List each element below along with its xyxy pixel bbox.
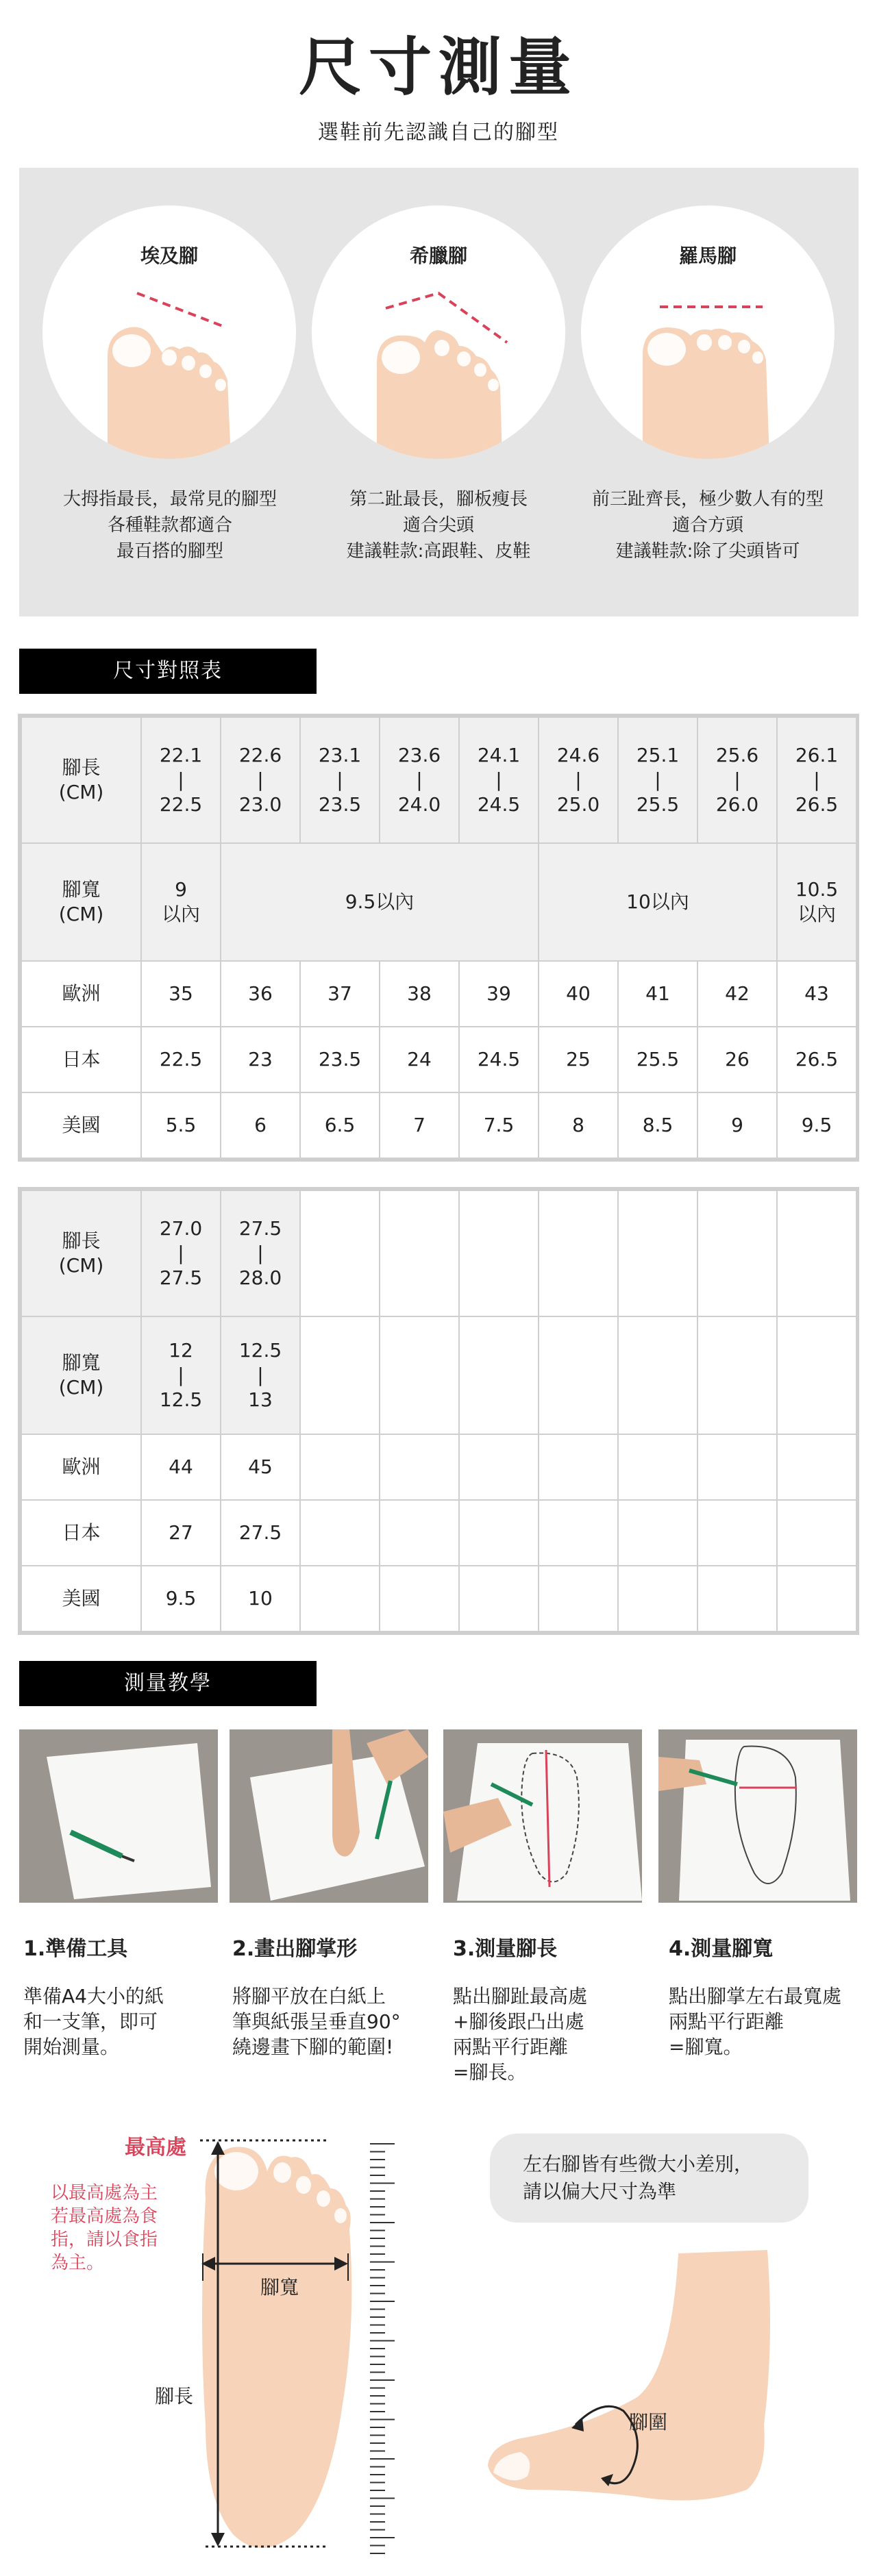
size-row (21, 1434, 856, 1500)
empty-cell (380, 1566, 459, 1631)
empty-cell (777, 1566, 856, 1631)
highest-point-label: 最高處 (125, 2136, 186, 2160)
step-line: 準備A4大小的紙 (23, 1985, 164, 2008)
egyptian-foot-description (33, 486, 307, 564)
foot-type-name: 埃及腳 (140, 245, 198, 267)
size-cell: 27.5 (221, 1500, 300, 1566)
empty-cell (459, 1316, 539, 1434)
width-row (21, 1316, 856, 1434)
size-cell: 39 (459, 961, 539, 1027)
desc-line: 各種鞋款都適合 (107, 515, 232, 536)
step-line: +腳後跟凸出處 (453, 2010, 584, 2033)
step-text (669, 1984, 874, 2060)
row-label: 美國 (21, 1092, 141, 1158)
step-line: 點出腳掌左右最寬處 (669, 1985, 842, 2008)
greek-foot-icon (312, 205, 565, 459)
step-line: 繞邊畫下腳的範圍! (232, 2036, 394, 2058)
step-1 (23, 1931, 229, 2060)
note-line: 為主。 (51, 2253, 105, 2273)
roman-foot-circle (581, 205, 835, 459)
empty-cell (697, 1566, 777, 1631)
size-cell: 9.5 (141, 1566, 221, 1631)
row-label: 腳寬 (CM) (21, 1316, 141, 1434)
empty-cell (618, 1316, 697, 1434)
empty-cell (697, 1434, 777, 1500)
step-line: 點出腳趾最高處 (453, 1985, 588, 2008)
row-label: 美國 (21, 1566, 141, 1631)
length-cell: 22.1 | 22.5 (141, 717, 221, 843)
empty-cell (300, 1316, 380, 1434)
step-title: 1.準備工具 (23, 1937, 128, 1961)
size-cell: 36 (221, 961, 300, 1027)
empty-cell (618, 1190, 697, 1316)
empty-cell (300, 1500, 380, 1566)
desc-line: 第二趾最長，腳板瘦長 (349, 489, 528, 510)
size-cell: 24.5 (459, 1027, 539, 1092)
empty-cell (380, 1190, 459, 1316)
empty-cell (539, 1566, 618, 1631)
empty-cell (697, 1316, 777, 1434)
empty-cell (459, 1434, 539, 1500)
size-cell: 35 (141, 961, 221, 1027)
step-line: 筆與紙張呈垂直90° (232, 2010, 401, 2033)
bubble-line: 左右腳皆有些微大小差別， (523, 2153, 754, 2175)
measuring-width-icon (658, 1729, 857, 1903)
egyptian-foot-icon (42, 205, 296, 459)
step-4 (669, 1931, 874, 2060)
size-cell: 10 (221, 1566, 300, 1631)
width-cell: 10以內 (539, 843, 777, 961)
empty-cell (300, 1190, 380, 1316)
length-cell: 22.6 | 23.0 (221, 717, 300, 843)
length-cell: 24.1 | 24.5 (459, 717, 539, 843)
empty-cell (380, 1316, 459, 1434)
empty-cell (539, 1190, 618, 1316)
tutorial-heading: 測量教學 (19, 1661, 317, 1706)
size-cell: 42 (697, 961, 777, 1027)
desc-line: 適合尖頭 (402, 515, 474, 536)
size-cell: 40 (539, 961, 618, 1027)
size-table-1 (21, 716, 857, 1159)
page-subtitle: 選鞋前先認識自己的腳型 (318, 121, 559, 145)
step-line: 兩點平行距離 (669, 2010, 785, 2033)
step-line: 兩點平行距離 (453, 2036, 569, 2058)
step-1-photo (19, 1729, 218, 1903)
size-row (21, 1027, 856, 1092)
empty-cell (300, 1434, 380, 1500)
length-label: 腳長 (155, 2385, 194, 2408)
width-cell: 12 | 12.5 (141, 1316, 221, 1434)
size-cell: 9.5 (777, 1092, 856, 1158)
size-cell: 5.5 (141, 1092, 221, 1158)
length-cell: 27.0 | 27.5 (141, 1190, 221, 1316)
size-cell: 25.5 (618, 1027, 697, 1092)
length-cell: 25.6 | 26.0 (697, 717, 777, 843)
length-cell: 23.6 | 24.0 (380, 717, 459, 843)
empty-cell (697, 1500, 777, 1566)
length-cell: 23.1 | 23.5 (300, 717, 380, 843)
size-cell: 45 (221, 1434, 300, 1500)
step-2-photo (230, 1729, 428, 1903)
empty-cell (380, 1434, 459, 1500)
step-4-photo (658, 1729, 857, 1903)
row-label: 日本 (21, 1027, 141, 1092)
length-cell: 24.6 | 25.0 (539, 717, 618, 843)
note-line: 指，請以食指 (51, 2229, 158, 2250)
size-cell: 8 (539, 1092, 618, 1158)
size-cell: 7.5 (459, 1092, 539, 1158)
width-cell: 9 以內 (141, 843, 221, 961)
empty-cell (618, 1566, 697, 1631)
size-table-1-frame (18, 714, 859, 1162)
step-text (23, 1984, 229, 2060)
size-cell: 23.5 (300, 1027, 380, 1092)
egyptian-foot-circle (42, 205, 296, 459)
size-cell: 8.5 (618, 1092, 697, 1158)
note-bubble-text (523, 2151, 753, 2205)
empty-cell (777, 1500, 856, 1566)
foot-silhouette-icon (202, 2147, 351, 2548)
greek-foot-circle (312, 205, 565, 459)
empty-cell (459, 1190, 539, 1316)
drawing-foot-outline-icon (230, 1729, 428, 1903)
empty-cell (697, 1190, 777, 1316)
step-line: 將腳平放在白紙上 (232, 1985, 386, 2008)
step-2 (232, 1931, 438, 2060)
size-cell: 25 (539, 1027, 618, 1092)
length-cell: 26.1 | 26.5 (777, 717, 856, 843)
step-line: 開始測量。 (23, 2036, 120, 2058)
row-label: 歐洲 (21, 961, 141, 1027)
desc-line: 建議鞋款:除了尖頭皆可 (615, 541, 800, 562)
greek-foot-description (301, 486, 576, 564)
empty-cell (777, 1316, 856, 1434)
empty-cell (618, 1434, 697, 1500)
page-title: 尺寸測量 (298, 31, 578, 104)
size-cell: 26 (697, 1027, 777, 1092)
size-cell: 41 (618, 961, 697, 1027)
step-text (453, 1984, 658, 2085)
row-label: 日本 (21, 1500, 141, 1566)
side-foot-icon (488, 2250, 770, 2501)
empty-cell (300, 1566, 380, 1631)
length-row (21, 717, 856, 843)
length-cell: 27.5 | 28.0 (221, 1190, 300, 1316)
empty-cell (539, 1316, 618, 1434)
highest-point-note (51, 2181, 158, 2275)
step-title: 2.畫出腳掌形 (232, 1937, 358, 1961)
size-cell: 6.5 (300, 1092, 380, 1158)
row-label: 腳長 (CM) (21, 1190, 141, 1316)
size-cell: 6 (221, 1092, 300, 1158)
empty-cell (777, 1190, 856, 1316)
desc-line: 前三趾齊長，極少數人有的型 (591, 489, 824, 510)
measuring-length-icon (443, 1729, 642, 1903)
desc-line: 大拇指最長，最常見的腳型 (62, 489, 277, 510)
size-cell: 43 (777, 961, 856, 1027)
size-cell: 22.5 (141, 1027, 221, 1092)
size-row (21, 1566, 856, 1631)
step-title: 4.測量腳寬 (669, 1937, 774, 1961)
desc-line: 最百搭的腳型 (116, 541, 223, 562)
bubble-line: 請以偏大尺寸為準 (523, 2180, 677, 2203)
step-line: =腳寬。 (669, 2036, 743, 2058)
size-cell: 9 (697, 1092, 777, 1158)
size-table-2-frame (18, 1187, 859, 1635)
empty-cell (380, 1500, 459, 1566)
length-row (21, 1190, 856, 1316)
step-title: 3.測量腳長 (453, 1937, 558, 1961)
width-cell: 9.5以內 (221, 843, 539, 961)
step-line: 和一支筆，即可 (23, 2010, 158, 2033)
size-cell: 44 (141, 1434, 221, 1500)
step-text (232, 1984, 438, 2060)
width-cell: 12.5 | 13 (221, 1316, 300, 1434)
width-cell: 10.5 以內 (777, 843, 856, 961)
row-label: 歐洲 (21, 1434, 141, 1500)
desc-line: 建議鞋款:高跟鞋、皮鞋 (346, 541, 531, 562)
row-label: 腳寬 (CM) (21, 843, 141, 961)
foot-type-name: 羅馬腳 (678, 245, 737, 267)
empty-cell (459, 1500, 539, 1566)
row-label: 腳長 (CM) (21, 717, 141, 843)
size-chart-heading: 尺寸對照表 (19, 649, 317, 694)
size-row (21, 1092, 856, 1158)
size-row (21, 1500, 856, 1566)
roman-foot-icon (581, 205, 835, 459)
size-cell: 37 (300, 961, 380, 1027)
step-line: =腳長。 (453, 2061, 527, 2084)
size-table-2 (21, 1190, 857, 1632)
empty-cell (539, 1434, 618, 1500)
roman-foot-description (571, 486, 845, 564)
size-cell: 27 (141, 1500, 221, 1566)
foot-type-name: 希臘腳 (409, 245, 467, 267)
note-line: 以最高處為主 (51, 2183, 158, 2203)
size-cell: 23 (221, 1027, 300, 1092)
step-3-photo (443, 1729, 642, 1903)
width-label: 腳寬 (260, 2276, 299, 2299)
ruler-icon (370, 2144, 395, 2553)
paper-and-pen-icon (19, 1729, 218, 1903)
size-cell: 38 (380, 961, 459, 1027)
empty-cell (539, 1500, 618, 1566)
girth-label: 腳圍 (629, 2411, 668, 2434)
size-cell: 26.5 (777, 1027, 856, 1092)
step-3 (453, 1931, 658, 2085)
empty-cell (618, 1500, 697, 1566)
length-cell: 25.1 | 25.5 (618, 717, 697, 843)
note-line: 若最高處為食 (51, 2206, 158, 2227)
desc-line: 適合方頭 (671, 515, 743, 536)
empty-cell (777, 1434, 856, 1500)
size-row (21, 961, 856, 1027)
size-cell: 24 (380, 1027, 459, 1092)
empty-cell (459, 1566, 539, 1631)
width-row (21, 843, 856, 961)
size-cell: 7 (380, 1092, 459, 1158)
